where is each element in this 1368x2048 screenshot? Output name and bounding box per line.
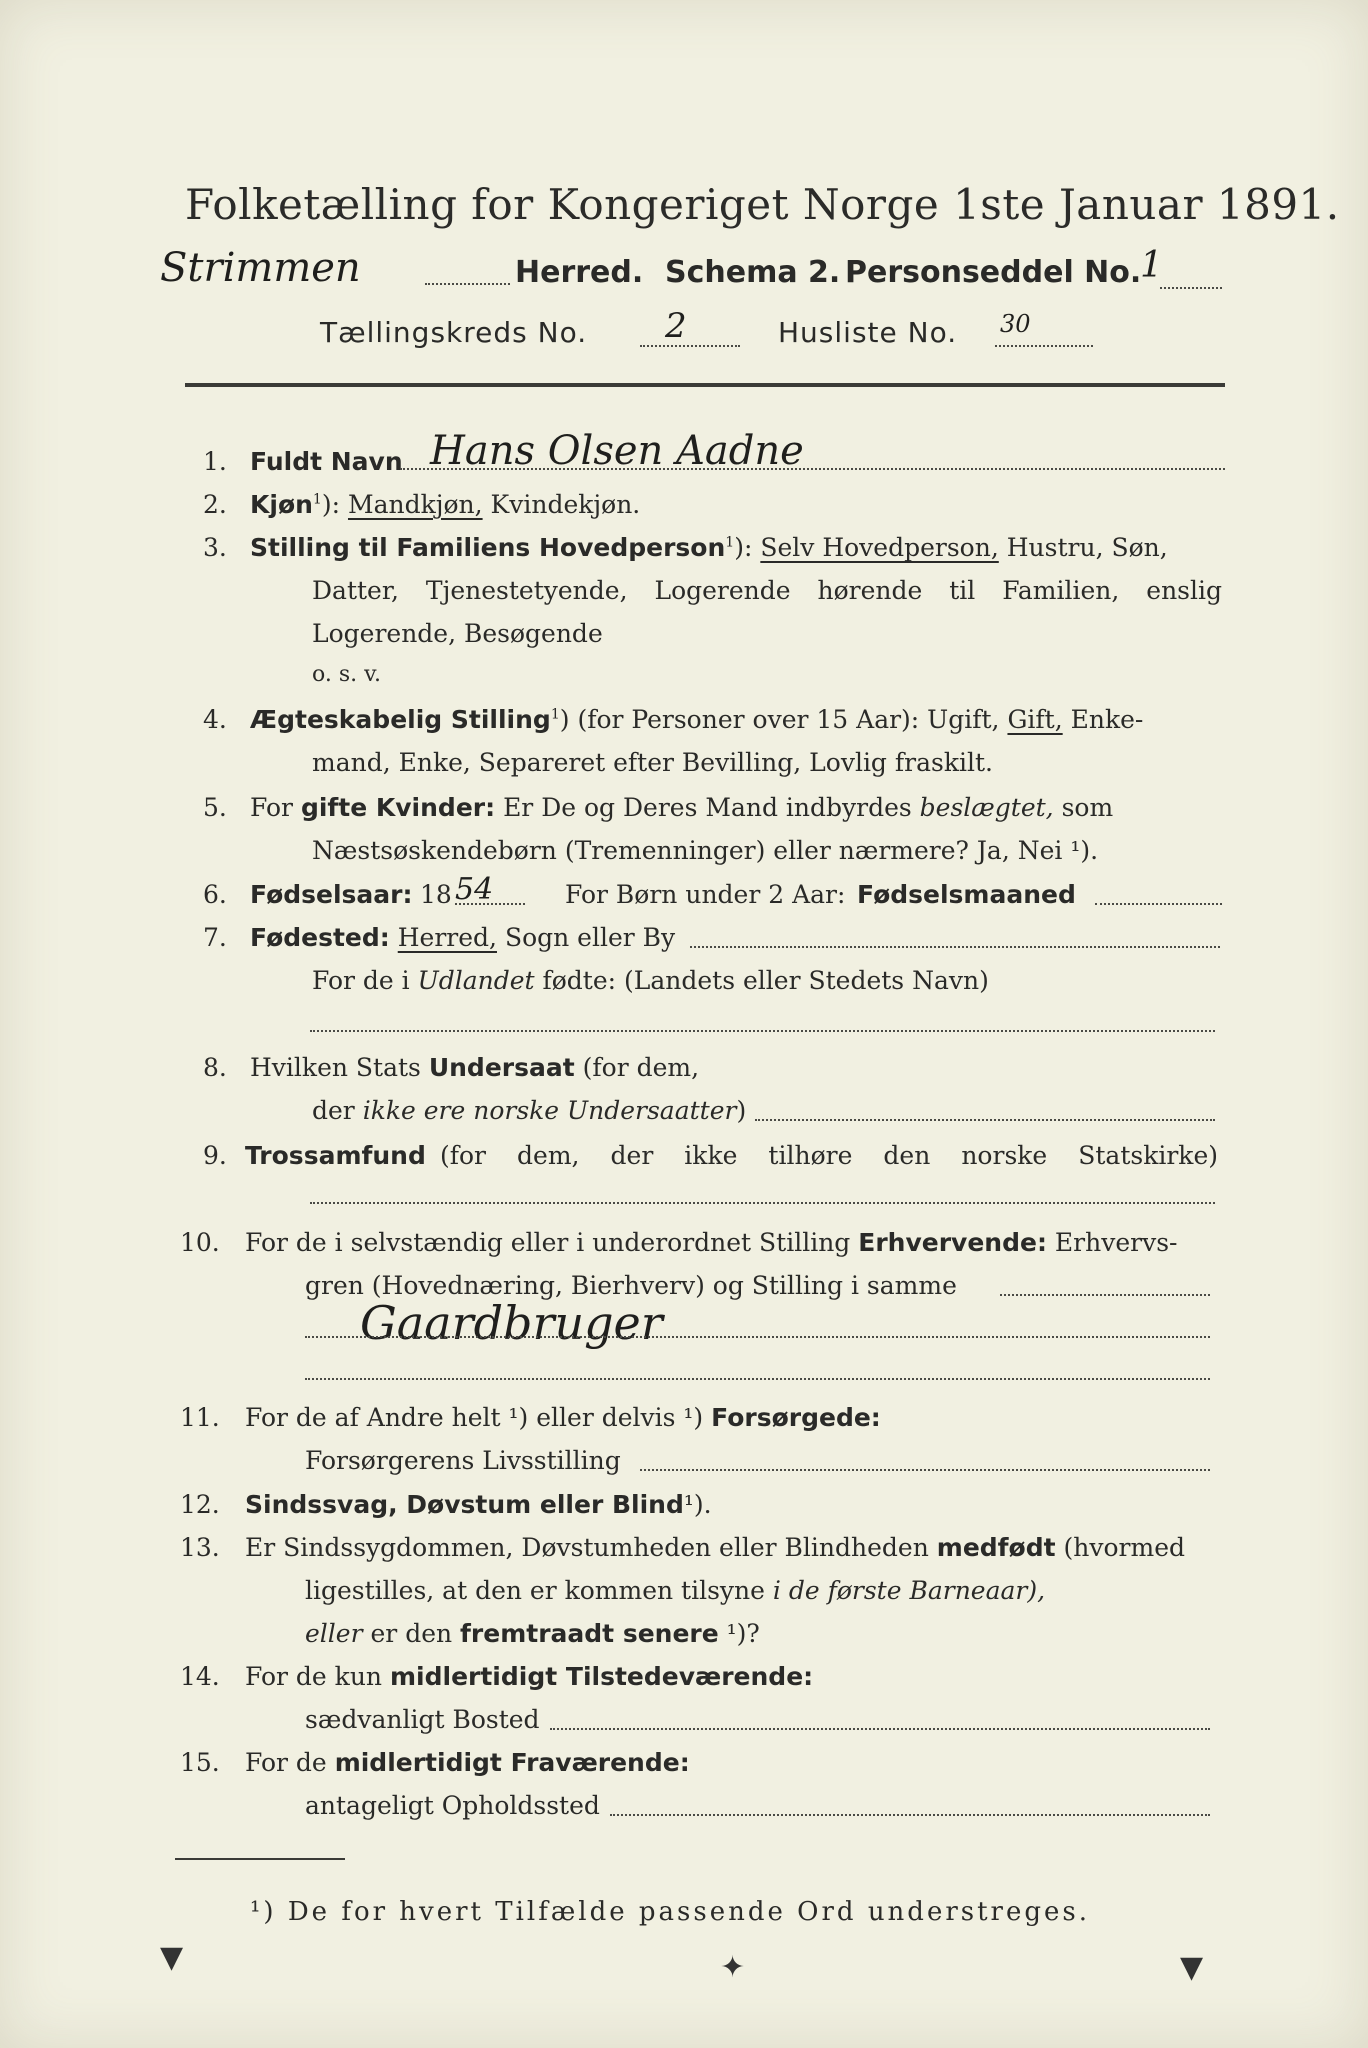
q6-rest-a: For Børn under 2 Aar: [565,880,846,909]
q15-line1-b: midlertidigt Fraværende: [334,1748,690,1777]
q3-option-selected: Selv Hovedperson, [760,533,999,562]
q11-line2: Forsørgerens Livsstilling [305,1446,621,1475]
kreds-number: 2 [665,306,687,346]
q7-label: Fødested: [250,923,390,952]
q15-number: 15. [180,1748,220,1777]
q11-line1-a: For de af Andre helt ¹) eller delvis ¹) [245,1403,704,1432]
q8-line1-b: Undersaat [428,1053,575,1082]
form-title: Folketælling for Kongeriget Norge 1ste Januar 1891. [185,180,1340,229]
q13-line3 [305,1619,760,1648]
q10-number: 10. [180,1228,220,1257]
q3-line3: Logerende, Besøgende [312,619,603,648]
husliste-dots [995,345,1093,347]
q7-line2-a: For de i [312,966,410,995]
q12-number: 12. [180,1490,220,1519]
q10-line1 [245,1228,1177,1257]
q3-rest: ): [734,533,753,562]
q3-line4: o. s. v. [312,662,381,687]
q9-number: 9. [203,1141,227,1170]
q8-line1-a: Hvilken Stats [250,1053,421,1082]
q10-line1-c: Erhvervs- [1054,1228,1178,1257]
header-rule [185,383,1225,387]
q14-line1-a: For de kun [245,1662,383,1691]
q3-line2: Datter, Tjenestetyende, Logerende hørende til Familien, enslig [312,576,1222,605]
q13-line3-a: er den [370,1619,453,1648]
q13-line3-italic: eller [305,1619,363,1648]
q9-rest: (for dem, der ikke tilhøre den norske Statskirke) [440,1141,1218,1170]
q5-label-b: gifte Kvinder: [300,793,496,822]
q14-line1 [245,1662,813,1691]
q3-label: Stilling til Familiens Hovedperson [250,533,726,562]
footnote-rule [175,1858,345,1860]
q5-line1-italic: beslægtet, [919,793,1054,822]
q4-line1-a: ) (for Personer over 15 Aar): Ugift, [559,705,1000,734]
corner-mark-center-icon: ✦ [720,1950,746,1985]
q3-line1-rest: Hustru, Søn, [1006,533,1168,562]
q8-line2-italic: ikke ere norske Undersaatter [362,1096,737,1125]
q8-line2-a: der [312,1096,355,1125]
q8-line1 [250,1053,699,1082]
footnote-text: ¹) De for hvert Tilfælde passende Ord understreges. [250,1897,1091,1927]
q15-line1 [245,1748,690,1777]
herred-handwritten: Strimmen [160,245,361,291]
q4-label: Ægteskabelig Stilling [250,705,551,734]
q10-answer-occupation: Gaardbruger [360,1296,663,1350]
husliste-number: 30 [1000,310,1031,338]
q5-number: 5. [203,793,227,822]
q6-month-dots [1095,903,1222,905]
q7-number: 7. [203,923,227,952]
q11-line1-b: Forsørgede: [711,1403,881,1432]
q13-line2 [305,1576,1045,1605]
q6-year-dots [455,903,525,905]
q15-dots [610,1814,1210,1816]
q6-year-answer: 54 [455,872,494,907]
q2-label: Kjøn [250,490,313,519]
q8-line1-c: (for dem, [582,1053,700,1082]
kreds-dots [640,345,740,347]
q4-line1 [250,705,1143,734]
q6-label: Fødselsaar: [250,880,413,909]
q2-option-selected: Mandkjøn, [347,490,483,519]
herred-label: Herred. [515,255,644,290]
q1-dots [400,468,1225,470]
q2-number: 2. [203,490,227,519]
personseddel-number: 1 [1140,245,1163,286]
corner-mark-left-icon: ▼ [160,1940,184,1975]
q12-rest: ¹). [683,1490,712,1519]
q2-rest: ): [321,490,341,519]
q10-line2: gren (Hovednæring, Bierhverv) og Stilling i samme [305,1271,957,1300]
corner-mark-right-icon: ▼ [1180,1950,1204,1985]
q8-dots [755,1119,1215,1121]
q4-line2: mand, Enke, Separeret efter Bevilling, Lovlig fraskilt. [312,748,993,777]
q10-dots-2 [305,1378,1210,1380]
q10-line1-b: Erhvervende: [858,1228,1047,1257]
q12-label: Sindssvag, Døvstum eller Blind [245,1490,684,1519]
personseddel-label: Personseddel No. [845,255,1142,290]
q5-line1-b: som [1061,793,1114,822]
q13-line1 [245,1533,1185,1562]
q9-dots [310,1202,1215,1204]
q7-line2-italic: Udlandet [417,966,535,995]
q11-number: 11. [180,1403,220,1432]
q11-dots [640,1469,1210,1471]
q12-line [245,1490,712,1519]
q3-number: 3. [203,533,227,562]
personseddel-dots [1160,287,1222,289]
q7-line2 [312,966,989,995]
q13-line3-b: fremtraadt senere [460,1619,719,1648]
q3-line1 [250,533,1168,562]
q7-rest: Sogn eller By [504,923,676,952]
q13-line1-b: medfødt [936,1533,1056,1562]
q4-option-selected: Gift, [1007,705,1063,734]
q10-line1-a: For de i selvstændig eller i underordnet Stilling [245,1228,851,1257]
q7-option-selected: Herred, [397,923,497,952]
q1-number: 1. [203,447,227,476]
herred-dots [425,283,510,285]
q13-line2-a: ligestilles, at den er kommen tilsyne [305,1576,765,1605]
q1-answer-name: Hans Olsen Aadne [430,428,804,474]
q14-number: 14. [180,1662,220,1691]
q2-text [250,490,640,519]
q13-line3-c: ¹)? [726,1619,760,1648]
q7-answer-dots [310,1030,1215,1032]
q13-line1-a: Er Sindssygdommen, Døvstumheden eller Blindheden [245,1533,929,1562]
q7-line2-b: fødte: (Landets eller Stedets Navn) [542,966,989,995]
q14-line1-b: midlertidigt Tilstedeværende: [389,1662,814,1691]
q6-year-prefix: 18 [420,880,452,909]
q14-dots [550,1728,1210,1730]
q4-line1-b: Enke- [1070,705,1144,734]
q5-line1-a: Er De og Deres Mand indbyrdes [503,793,912,822]
q3-sup: 1 [725,534,735,551]
q1-label: Fuldt Navn [250,447,403,476]
q4-sup: 1 [550,706,560,723]
q7-dots [690,946,1220,948]
q10-line2-dots [1000,1294,1210,1296]
q13-line2-italic: i de første Barneaar), [772,1576,1046,1605]
q8-line2: der ikke ere norske Undersaatter) [312,1096,747,1125]
q9-label: Trossamfund [245,1141,426,1170]
q15-line2: antageligt Opholdssted [305,1791,600,1820]
q14-line2: sædvanligt Bosted [305,1705,540,1734]
kreds-label: Tællingskreds No. [320,316,588,349]
q11-line1 [245,1403,881,1432]
q7-line1 [250,923,675,952]
q15-line1-a: For de [245,1748,327,1777]
q6-rest-b: Fødselsmaaned [857,880,1076,909]
schema-label: Schema 2. [665,255,841,290]
q13-number: 13. [180,1533,220,1562]
q4-number: 4. [203,705,227,734]
q5-line1 [250,793,1113,822]
q10-dots-1 [305,1336,1210,1338]
q2-sup: 1 [312,491,322,508]
husliste-label: Husliste No. [778,316,958,349]
q6-number: 6. [203,880,227,909]
q2-option-2: Kvindekjøn. [490,490,641,519]
q8-number: 8. [203,1053,227,1082]
q5-line2: Næstsøskendebørn (Tremenninger) eller nærmere? Ja, Nei ¹). [312,836,1099,865]
q13-line1-c: (hvormed [1063,1533,1186,1562]
q5-label-a: For [250,793,293,822]
